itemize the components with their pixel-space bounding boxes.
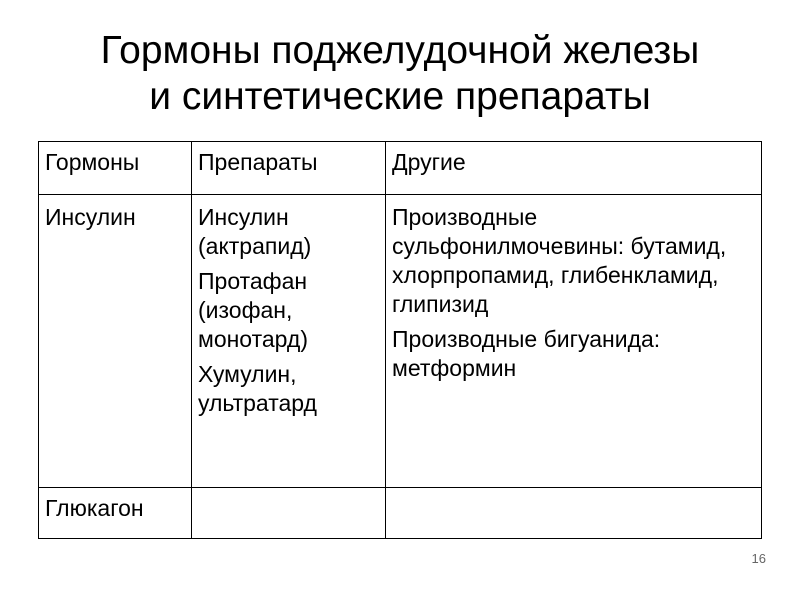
- hormone-name: Глюкагон: [45, 495, 144, 521]
- other-item: Производные сульфонилмочевины: бутамид, хлорпропамид, глибенкламид, глипизид: [392, 204, 727, 317]
- other-item: Производные бигуанида: метформин: [392, 326, 661, 381]
- header-cell-drugs: Препараты: [192, 142, 386, 195]
- cell-hormone-glucagon: [39, 488, 192, 539]
- hormones-table: [38, 141, 762, 539]
- table-header-row: [39, 142, 762, 195]
- cell-other-glucagon: [386, 488, 762, 539]
- slide-title: [0, 28, 800, 120]
- drug-item: Хумулин, ультратард: [198, 361, 317, 416]
- title-line-1: Гормоны поджелудочной железы: [100, 29, 700, 72]
- drug-item: Протафан (изофан, монотард): [198, 268, 309, 352]
- table-row: [39, 488, 762, 539]
- cell-drugs-insulin: [192, 195, 386, 488]
- title-line-2: и синтетические препараты: [149, 75, 651, 118]
- table-row: [39, 195, 762, 488]
- cell-other-insulin: [386, 195, 762, 488]
- cell-drugs-glucagon: [192, 488, 386, 539]
- cell-hormone-insulin: [39, 195, 192, 488]
- hormone-name: Инсулин: [45, 204, 136, 230]
- page-number: 16: [751, 551, 766, 566]
- drug-item: Инсулин (актрапид): [198, 204, 312, 259]
- header-cell-hormones: Гормоны: [39, 142, 192, 195]
- header-cell-other: Другие: [386, 142, 762, 195]
